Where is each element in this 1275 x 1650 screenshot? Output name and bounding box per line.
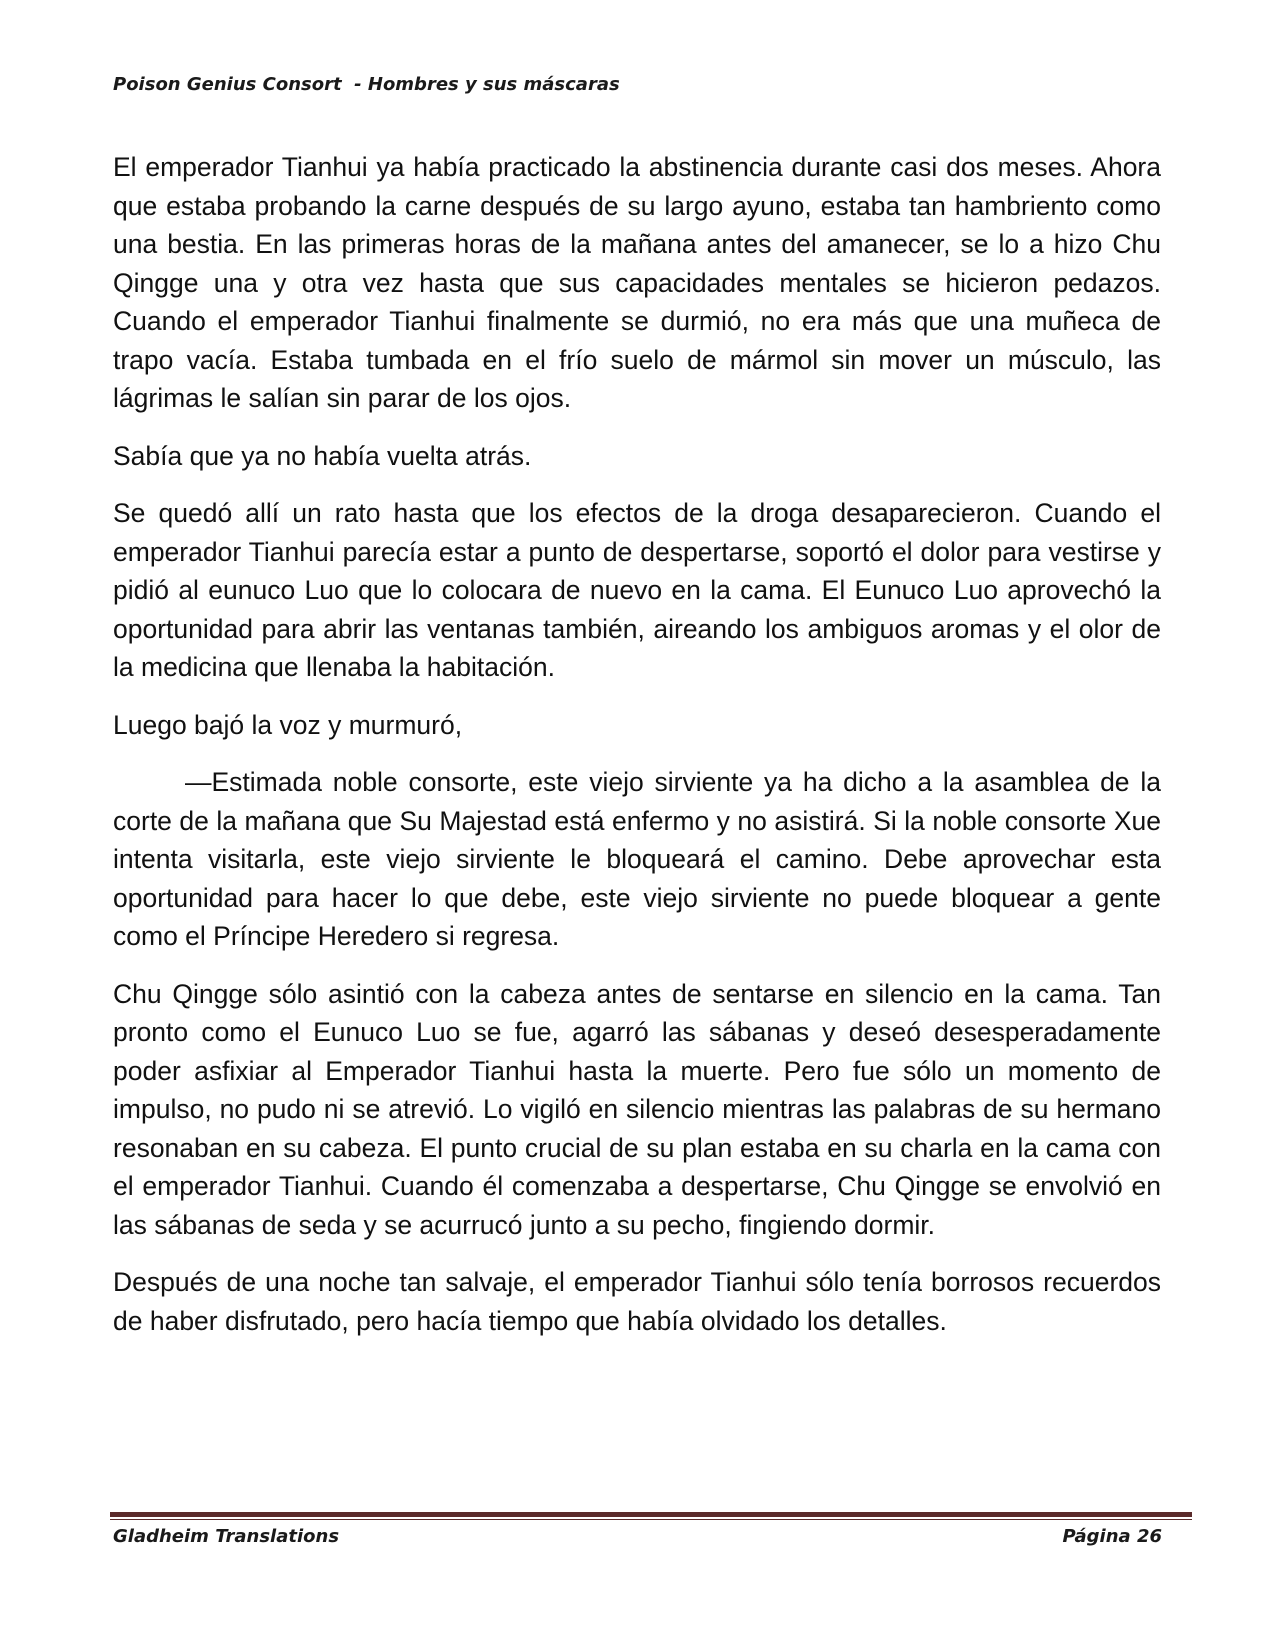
paragraph-1: El emperador Tianhui ya había practicado la abstinencia durante casi dos meses. Ahora que estaba probando la carne después de su largo ayuno, estaba tan hambriento como una bestia. En las primeras horas de la mañana antes del amanecer, se lo a hizo Chu Qingge una y otra vez hasta que sus capacidades mentales se hicieron pedazos. Cuando el emperador Tianhui finalmente se durmió, no era más que una muñeca de trapo vacía. Estaba tumbada en el frío suelo de mármol sin mover un músculo, las lágrimas le salían sin parar de los ojos. xyxy=(113,152,1161,413)
paragraph-4: Luego bajó la voz y murmuró, xyxy=(113,709,463,740)
footer-rule-thin xyxy=(110,1519,1192,1520)
paragraph-5-dialogue: —Estimada noble consorte, este viejo sirviente ya ha dicho a la asamblea de la corte de la mañana que Su Majestad está enfermo y no asistirá. Si la noble consorte Xue intenta visitarla, este viejo sirviente le bloqueará el camino. Debe aprovechar esta oportunidad para hacer lo que debe, este viejo sirviente no puede bloquear a gente como el Príncipe Heredero si regresa. xyxy=(113,767,1161,951)
footer-credit: Gladheim Translations xyxy=(113,1526,340,1547)
body-text xyxy=(113,148,1161,1359)
paragraph-2: Sabía que ya no había vuelta atrás. xyxy=(113,440,532,471)
paragraph-6: Chu Qingge sólo asintió con la cabeza antes de sentarse en silencio en la cama. Tan pronto como el Eunuco Luo se fue, agarró las sábanas y deseó desesperadamente poder asfixiar al Emperador Tianhui hasta la muerte. Pero fue sólo un momento de impulso, no pudo ni se atrevió. Lo vigiló en silencio mientras las palabras de su hermano resonaban en su cabeza. El punto crucial de su plan estaba en su charla en la cama con el emperador Tianhui. Cuando él comenzaba a despertarse, Chu Qingge se envolvió en las sábanas de seda y se acurrucó junto a su pecho, fingiendo dormir. xyxy=(113,978,1161,1240)
paragraph-7: Después de una noche tan salvaje, el emperador Tianhui sólo tenía borrosos recuerdos de haber disfrutado, pero hacía tiempo que había olvidado los detalles. xyxy=(113,1267,1161,1336)
footer-rule xyxy=(110,1512,1192,1517)
paragraph-3: Se quedó allí un rato hasta que los efectos de la droga desaparecieron. Cuando el emperador Tianhui parecía estar a punto de despertarse, soportó el dolor para vestirse y pidió al eunuco Luo que lo colocara de nuevo en la cama. El Eunuco Luo aprovechó la oportunidad para abrir las ventanas también, aireando los ambiguos aromas y el olor de la medicina que llenaba la habitación. xyxy=(113,498,1161,682)
running-header: Poison Genius Consort - Hombres y sus máscaras xyxy=(113,74,620,95)
page-number: Página 26 xyxy=(1062,1526,1162,1547)
